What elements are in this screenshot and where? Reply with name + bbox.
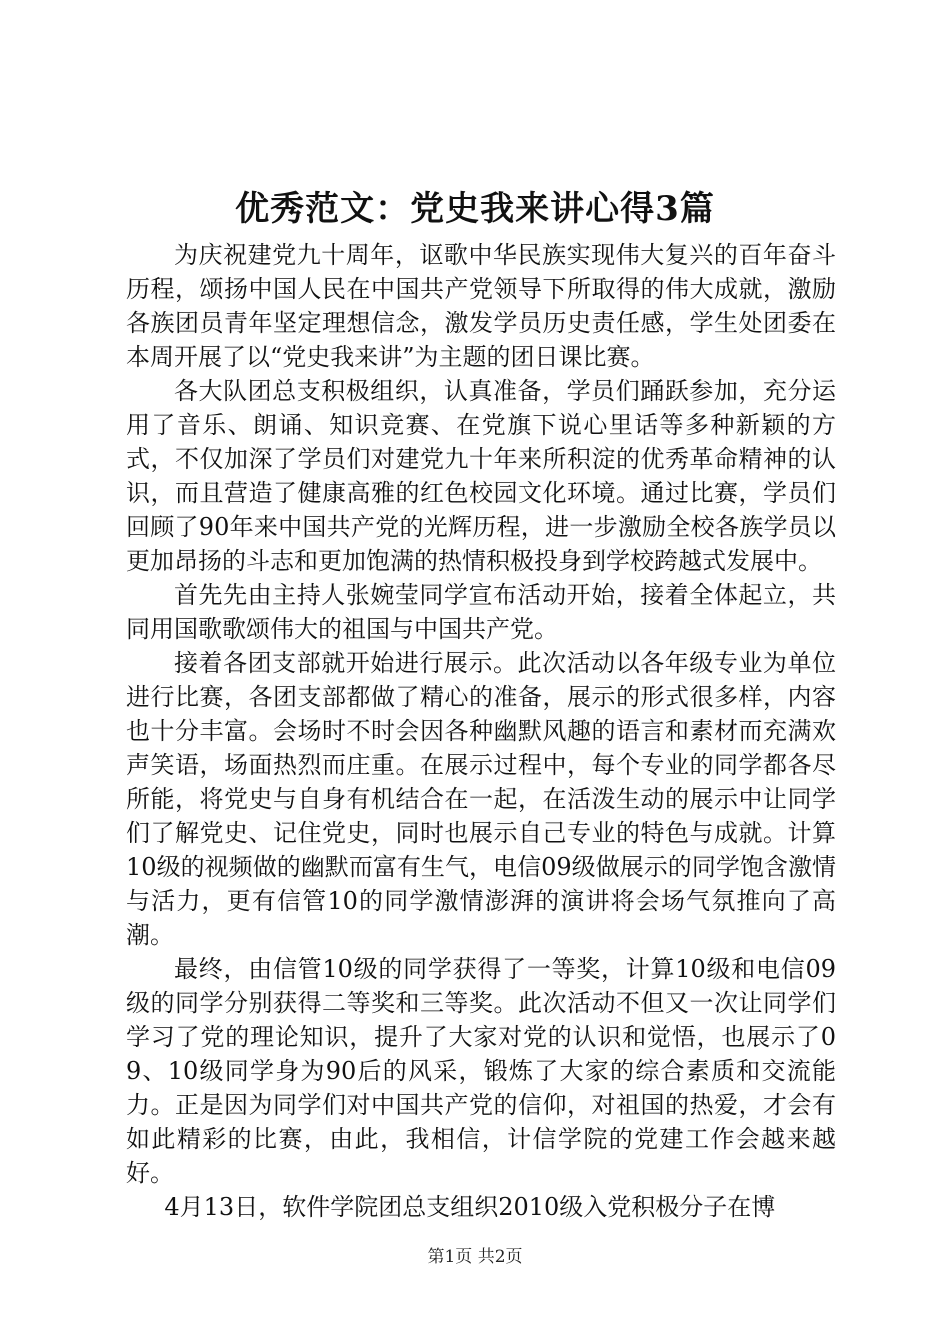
document-body <box>126 238 836 1224</box>
paragraph-1: 为庆祝建党九十周年，讴歌中华民族实现伟大复兴的百年奋斗历程，颂扬中国人民在中国共产党领导下所取得的伟大成就，激励各族团员青年坚定理想信念，激发学员历史责任感，学生处团委在本周开展了以“党史我来讲”为主题的团日课比赛。 <box>126 241 836 371</box>
paragraph-6: 4月13日，软件学院团总支组织2010级入党积极分子在博 <box>164 1193 776 1221</box>
paragraph-2: 各大队团总支积极组织，认真准备，学员们踊跃参加，充分运用了音乐、朗诵、知识竞赛、在党旗下说心里话等多种新颖的方式，不仅加深了学员们对建党九十年来所积淀的优秀革命精神的认识，而且营造了健康高雅的红色校园文化环境。通过比赛，学员们回顾了90年来中国共产党的光辉历程，进一步激励全校各族学员以更加昂扬的斗志和更加饱满的热情积极投身到学校跨越式发展中。 <box>126 377 836 575</box>
paragraph-3: 首先先由主持人张婉莹同学宣布活动开始，接着全体起立，共同用国歌歌颂伟大的祖国与中国共产党。 <box>126 581 836 643</box>
page-number-footer: 第1页 共2页 <box>427 1247 523 1267</box>
paragraph-5: 最终，由信管10级的同学获得了一等奖，计算10级和电信09级的同学分别获得二等奖和三等奖。此次活动不但又一次让同学们学习了党的理论知识，提升了大家对党的认识和觉悟，也展示了09、10级同学身为90后的风采，锻炼了大家的综合素质和交流能力。正是因为同学们对中国共产党的信仰，对祖国的热爱，才会有如此精彩的比赛，由此，我相信，计信学院的党建工作会越来越好。 <box>126 955 836 1187</box>
document-title: 优秀范文：党史我来讲心得3篇 <box>235 189 715 229</box>
paragraph-4: 接着各团支部就开始进行展示。此次活动以各年级专业为单位进行比赛，各团支部都做了精心的准备，展示的形式很多样，内容也十分丰富。会场时不时会因各种幽默风趣的语言和素材而充满欢声笑语，场面热烈而庄重。在展示过程中，每个专业的同学都各尽所能，将党史与自身有机结合在一起，在活泼生动的展示中让同学们了解党史、记住党史，同时也展示自己专业的特色与成就。计算10级的视频做的幽默而富有生气，电信09级做展示的同学饱含激情与活力，更有信管10的同学激情澎湃的演讲将会场气氛推向了高潮。 <box>126 649 836 949</box>
